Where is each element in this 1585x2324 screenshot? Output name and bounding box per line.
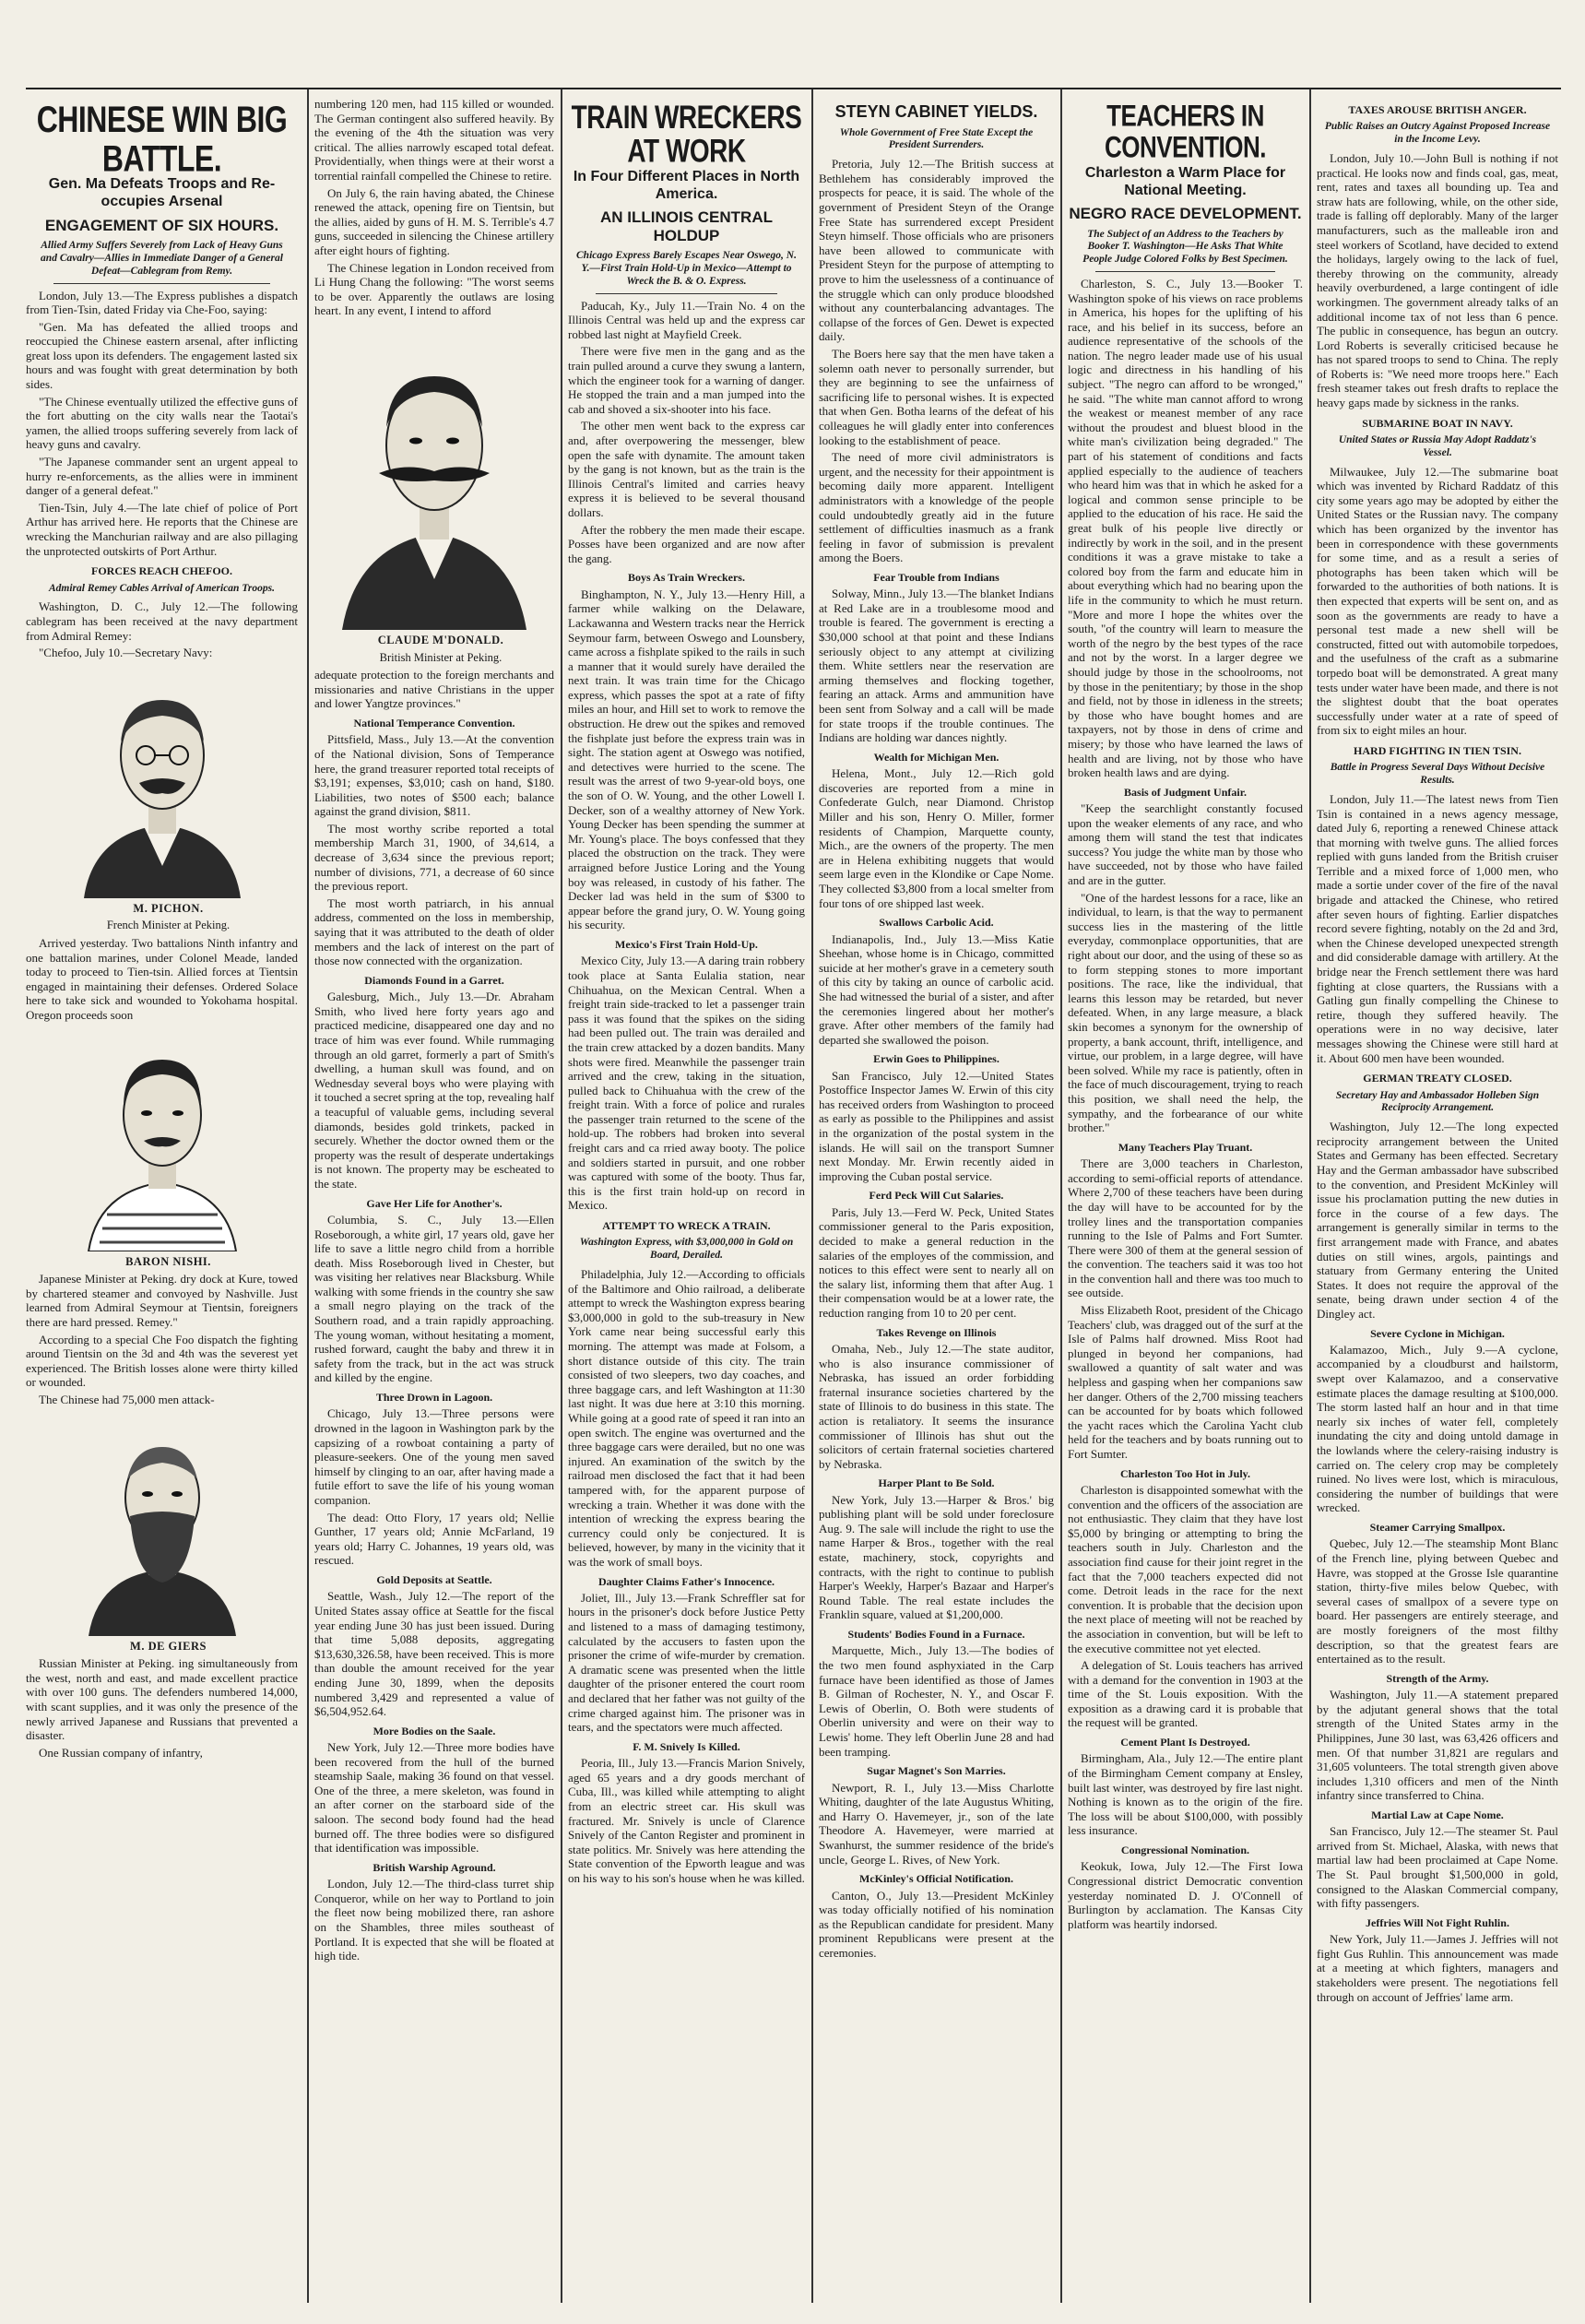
subhead: British Warship Aground. — [373, 1860, 496, 1874]
article-paragraph: "The Japanese commander sent an urgent appeal to hurry re-enforcements, as the allies were in imminent danger of a general defeat." — [26, 455, 298, 498]
subhead-hard-fighting: HARD FIGHTING IN TIEN TSIN. — [1354, 743, 1521, 757]
article-paragraph: London, July 13.—The Express publishes a dispatch from Tien-Tsin, dated Friday via Che-Foo, saying: — [26, 288, 298, 317]
column-2 — [314, 97, 554, 2301]
deck-four-places: In Four Different Places in North America. — [573, 168, 800, 202]
column-rule — [1309, 89, 1311, 2303]
article-paragraph: According to a special Che Foo dispatch the fighting around Tientsin on the 3d and 4th was the severest yet experienced. The British losses alone were thirty killed or wounded. — [26, 1332, 298, 1390]
subhead: F. M. Snively Is Killed. — [633, 1739, 740, 1753]
article-paragraph: The Chinese had 75,000 men attack- — [39, 1392, 215, 1406]
portrait-caption-title: British Minister at Peking. — [379, 650, 503, 664]
portrait-caption-name: CLAUDE M'DONALD. — [377, 633, 504, 646]
article-paragraph: Marquette, Mich., July 13.—The bodies of the two men found asphyxiated in the Carp furnace have been identified as those of James B. Gilman of Rochester, N. Y., and Oscar F. Lewis of Oberlin, O. Both were students of Oberlin university and were on their way to Lewis' home. They left Oberlin June 28 and had been tramping. — [819, 1643, 1054, 1759]
article-paragraph: Washington, July 11.—A statement prepared by the adjutant general shows that the total strength of the United States army in the Philippines, June 30 last, was 63,426 officers and men. Of that number 31,821 are regulars and 31,605 volunteers. The total strength given above includes 1,310 officers and men of the Ninth infantry since transferred to China. — [1317, 1688, 1558, 1803]
subdeck-allied-army: Allied Army Suffers Severely from Lack of Heavy Guns and Cavalry—Allies in Immediate Danger of a General Defeat—Cablegram from Remy. — [41, 240, 283, 277]
subhead: Fear Trouble from Indians — [873, 570, 999, 584]
column-5 — [1068, 97, 1303, 2301]
subhead: Strength of the Army. — [1386, 1671, 1489, 1685]
article-paragraph: Paducah, Ky., July 11.—Train No. 4 on the Illinois Central was held up and the express car robbed last night at Mayfield Creek. — [568, 298, 805, 341]
article-paragraph: Milwaukee, July 12.—The submarine boat which was invented by Richard Raddatz of this city some years ago may be adopted by either the United States or the Russian navy. The company which has been organized by the inventor has been in correspondence with these governments for some time, and as a result a series of photographs has been taken which will be forwarded to the authorities of both nations. It is then expected that experts will be sent on, and as soon as the governments are ready to have a personal test made a new shell will be constructed, fitted out with automobile torpedoes, and the usefulness of the craft as a submarine torpedo boat will be demonstrated. A great many tests under water have been made, and there is not the slightest doubt that the boat operates successfully under water at a rate of speed of from six to eight miles an hour. — [1317, 464, 1558, 738]
subhead: More Bodies on the Saale. — [373, 1724, 496, 1737]
article-paragraph: New York, July 12.—Three more bodies have been recovered from the hull of the burned steamship Saale, making 36 found on that vessel. One of the three, a mere skeleton, was found in an after corner on the starboard side of the saloon. The second body found had the head burned off. The three bodies were so disfigured that identification was impossible. — [314, 1740, 554, 1856]
article-paragraph: Charleston is disappointed somewhat with the convention and the officers of the association are not enthusiastic. They claim that they have lost $5,000 by bringing or attempting to bring the teachers south in July. Charleston and the association find cause for their joint regret in the fact that the 7,000 teachers expected did not come. Detroit leads in the race for the next convention. It is probable that the decision upon the next place of meeting will not be reached by the association in convention, but will be left to the executive committee not yet elected. — [1068, 1482, 1303, 1655]
article-paragraph: One Russian company of infantry, — [39, 1745, 203, 1760]
article-paragraph: London, July 10.—John Bull is nothing if not practical. He looks now and finds coal, gas, meat, rent, rates and taxes all bounding up. Tea and straw hats are following, while, on the other side, trade is falling off deplorably. Many of the larger manufacturers, such as the malleable iron and steel workers of Scotland, have decided to extend the holidays, largely owing to the lack of fuel, thereby throwing on the community, already heavily overburdened, a large contingent of idle workingmen. The government already talks of an additional income tax of not less than 6 pence. The public in consequence, has begun an outcry. Lord Roberts is severally criticised because he has not spared troops to send to China. The reply of Roberts is: "We need more troops here." Each fresh steamer takes out fresh drafts to replace the heavy gaps made by sickness in the ranks. — [1317, 150, 1558, 410]
subhead: Many Teachers Play Truant. — [1118, 1140, 1253, 1154]
subhead: Mexico's First Train Hold-Up. — [615, 937, 758, 951]
subhead: National Temperance Convention. — [353, 716, 515, 729]
article-paragraph: On July 6, the rain having abated, the Chinese renewed the attack, opening fire on Tientsin, but the allies, aided by guns of H. M. S. Terrible's 4.7 guns, succeeded in silencing the Chinese artillery after eight hours of fighting. — [314, 185, 554, 257]
subdeck-washington-express: Washington Express, with $3,000,000 in Gold on Board, Derailed. — [579, 1237, 794, 1262]
article-paragraph: Washington, D. C., July 12.—The following cablegram has been received at the navy department from Admiral Remey: — [26, 599, 298, 643]
article-paragraph: The need of more civil administrators is urgent, and the necessity for their appointment is becoming daily more apparent. Intelligent administrators with a knowledge of the people could undoubtedly greatly aid in the future settlement of difficulties inasmuch as a frank feeling in favor of submission is prevalent among the Boers. — [819, 450, 1054, 565]
article-paragraph: Solway, Minn., July 13.—The blanket Indians at Red Lake are in a troublesome mood and trouble is feared. The government is erecting a $30,000 school at that point and these Indians seriously object to any attempt at civilizing them. White settlers near the reservation are arming themselves and flocking together, fearing an attack. Arms and ammunition have been sent from Solway and a call will be made for state troops if the trouble continues. The Indians are holding war dances nightly. — [819, 587, 1054, 745]
subhead-attempt-to-wreck: ATTEMPT TO WRECK A TRAIN. — [602, 1219, 771, 1233]
article-paragraph: The other men went back to the express car and, after overpowering the messenger, blew open the safe with dynamite. The amount taken by the gang is not known, but as the train is the Illinois Central's limited and carries heavy express it is believed to be several thousand dollars. — [568, 419, 805, 519]
column-rule — [561, 89, 562, 2303]
subhead: Three Drown in Lagoon. — [375, 1391, 493, 1405]
article-paragraph: Canton, O., July 13.—President McKinley was today officially notified of his nomination as the Republican candidate for president. Many prominent Republicans were present at the ceremonies. — [819, 1888, 1054, 1960]
subhead: Cement Plant Is Destroyed. — [1120, 1736, 1250, 1749]
headline-chinese-win: CHINESE WIN BIG BATTLE. — [36, 98, 288, 179]
subdeck-raddatz: United States or Russia May Adopt Raddatz's Vessel. — [1338, 434, 1537, 458]
subdeck-booker-washington: The Subject of an Address to the Teachers by Booker T. Washington—He Asks That White People Judge Colored Folks by Best Specimen. — [1082, 228, 1288, 266]
article-paragraph: Binghampton, N. Y., July 13.—Henry Hill, a farmer while walking on the Delaware, Lackawanna and Western tracks near the Herrick Seymour farm, between Oswego and Lounsbery, came across a fishplate spiked to the rails in such a manner that it would surely have derailed the next train. It was train time for the Chicago express, which passes the spot at a rate of fifty miles an hour, and Hill set to work to remove the obstruction. He drew out the spikes and removed the fishplate just before the express train was in sight. The station agent at Oswego was notified, and detectives were hurried to the scene. The result was the arrest of two 9-year-old boys, one the son of O. W. Young, and the other Lowell I. Decker, son of a wealthy attorney of New York. Young Decker has been spending the summer at Mr. Young's place. The boys confessed that they placed the obstruction on the track. They were arraigned before Justice Loring and the Young boy was released, in custody of his father. The Decker lad was held in the sum of $300 to appear before the grand jury, O. W. Young going his security. — [568, 587, 805, 932]
subhead: Basis of Judgment Unfair. — [1124, 785, 1247, 799]
portrait-de-giers — [26, 1415, 298, 1636]
article-paragraph: The Chinese legation in London received from Li Hung Chang the following: "The worst seems to be over. Apparently the outlaws are losing heart. In any event, I intend to afford — [314, 260, 554, 318]
newspaper-page — [26, 88, 1561, 2307]
article-paragraph: There are 3,000 teachers in Charleston, according to semi-official reports of attendance. Where 2,700 of these teachers have been during the day will have to be accounted for by the trolley lines and the transportation companies running to the Isle of Palms and Fort Sumter. There were 300 of them at the general session of the convention. The teachers said it was too hot in the convention hall and there was too much to see outside. — [1068, 1156, 1303, 1300]
column-4 — [819, 97, 1054, 2301]
portrait-illustration — [333, 326, 536, 630]
article-paragraph: Chicago, July 13.—Three persons were drowned in the lagoon in Washington park by the capsizing of a rowboat containing a party of pleasure-seekers. One of the young men saved himself by clinging to an oar, after having made a futile effort to save the life of his young woman companion. — [314, 1406, 554, 1507]
subhead: Wealth for Michigan Men. — [873, 750, 999, 764]
article-paragraph: Paris, July 13.—Ferd W. Peck, United States commissioner general to the Paris exposition, decided to make a general reduction in the salaries of the employes of the commission, and notices to this effect were sent to nearly all on the salary list, informing them that after Aug. 1 their compensation would be at a lower rate, the reduction ranging from 10 to 20 per cent. — [819, 1204, 1054, 1320]
article-paragraph: After the robbery the men made their escape. Posses have been organized and are now after the gang. — [568, 522, 805, 565]
headline-train-wreckers: TRAIN WRECKERS AT WORK — [571, 99, 802, 170]
portrait-caption-name: M. PICHON. — [133, 901, 204, 915]
subdeck-free-state: Whole Government of Free State Except the President Surrenders. — [839, 126, 1034, 151]
article-paragraph: San Francisco, July 12.—United States Postoffice Inspector James W. Erwin of this city has received orders from Washington to proceed as early as possible to the Philippines and assist in the organization of the postal system in the islands. He will sail on the transport Sumner next Monday. Mr. Erwin recently aided in improving the Cuban postal service. — [819, 1068, 1054, 1183]
headline-steyn-cabinet: STEYN CABINET YIELDS. — [834, 102, 1038, 121]
article-paragraph: numbering 120 men, had 115 killed or wounded. The German contingent also suffered heavily. By the evening of the 4th the situation was very critical. The allies narrowly escaped total defeat. Providentially, when things were at their worst a torrential rainfall compelled the Chinese to retire. — [314, 97, 554, 183]
article-paragraph: Kalamazoo, Mich., July 9.—A cyclone, accompanied by a cloudburst and hailstorm, swept over Kalamazoo, and a conservative estimate places the damage resulting at $100,000. The storm lasted half an hour and in that time nearly six inches of water fell, completely inundating the city and doing untold damage in the lowlands where the celery-raising industry is carried on. The celery crop may be completely ruined. No lives were lost, which is miraculous, considering the number of buildings that were wrecked. — [1317, 1342, 1558, 1515]
article-paragraph: Indianapolis, Ind., July 13.—Miss Katie Sheehan, whose home is in Chicago, committed suicide at her mother's grave in a cemetery south of this city by taking an ounce of carbolic acid. She had witnessed the burial of a sister, and after the ceremonies lingered about her mother's grave. After other members of the family had departed she swallowed the poison. — [819, 931, 1054, 1047]
subhead: Jeffries Will Not Fight Ruhlin. — [1366, 1915, 1509, 1929]
article-paragraph: Pretoria, July 12.—The British success at Bethlehem has considerably improved the prospects for peace, it is said. The whole of the government of President Steyn of the Orange Free State has surrendered except President Steyn himself. Those officials who are prisoners have been allowed to communicate with President Steyn for the purpose of attempting to prove to him the uselessness of a continuance of the struggle which can only produce bloodshed without any counterbalancing advantages. The collapse of the forces of Gen. Dewet is expected daily. — [819, 157, 1054, 344]
article-paragraph: Peoria, Ill., July 13.—Francis Marion Snively, aged 65 years and a dry goods merchant of Cuba, Ill., was killed while attempting to alight from an electric street car. His skull was fractured. Mr. Snively is uncle of Clarence Snively of the Canton Register and prominent in state politics. Mr. Snively was here attending the State convention of the Epworth league and was on his way to his son's house when he was killed. — [568, 1756, 805, 1885]
article-paragraph: Quebec, July 12.—The steamship Mont Blanc of the French line, plying between Quebec and Havre, was stopped at the Grosse Isle quarantine station, thirty-five miles below Quebec, with several cases of smallpox of a severe type on board. Her passengers are entirely steerage, and are mostly foreigners of the most filthy description, so that the greatest fears are entertained as to the result. — [1317, 1536, 1558, 1666]
article-paragraph: New York, July 13.—Harper & Bros.' big publishing plant will be sold under foreclosure Aug. 9. The sale will include the right to use the name Harper & Bros., together with the real estate, machinery, stock, copyrights and contracts, with the right to continue to publish Harper's Weekly, Harper's Bazaar and Harper's Round Table. The real estate includes the Franklin square, valued at $1,200,000. — [819, 1492, 1054, 1622]
article-paragraph: "Keep the searchlight constantly focused upon the weaker elements of any race, and who among them will stand the test that indicates success? You judge the white man by those who have succeeded, not by those who have failed and are in the gutter. — [1068, 801, 1303, 888]
article-paragraph: The dead: Otto Flory, 17 years old; Nellie Gunther, 17 years old; Annie McFarland, 19 years old; Harry C. Johannes, 19 years old, was rescued. — [314, 1510, 554, 1568]
article-paragraph: Newport, R. I., July 13.—Miss Charlotte Whiting, daughter of the late Augustus Whiting, and Harry O. Havemeyer, jr., son of the late Theodore A. Havemeyer, were married at Swanhurst, the summer residence of the bride's uncle, George L. Rives, of New York. — [819, 1780, 1054, 1867]
subhead: Students' Bodies Found in a Furnace. — [847, 1628, 1025, 1642]
subhead: Charleston Too Hot in July. — [1119, 1466, 1251, 1480]
subhead: Diamonds Found in a Garret. — [364, 973, 504, 987]
subhead: Congressional Nomination. — [1120, 1844, 1250, 1857]
article-paragraph: New York, July 11.—James J. Jeffries will not fight Gus Ruhlin. This announcement was made at a meeting at which fighters, managers and stakeholders were present. The negotiations fell through on account of Jeffries' lame arm. — [1317, 1932, 1558, 2004]
portrait-pichon — [26, 668, 298, 898]
column-3 — [568, 97, 805, 2301]
subhead: Martial Law at Cape Nome. — [1371, 1808, 1504, 1821]
subhead: Erwin Goes to Philippines. — [873, 1052, 999, 1066]
subdeck-remey: Admiral Remey Cables Arrival of American Troops. — [48, 582, 275, 594]
portrait-illustration — [79, 1030, 245, 1251]
article-paragraph: Arrived yesterday. Two battalions Ninth infantry and one battalion marines, under Colonel Meade, landed today to proceed to Tien-tsin. Allied forces at Tientsin engaged in maintaining their defenses. Ordered Solace here to take sick and wounded to Yokohama hospital. Oregon proceeds soon — [26, 936, 298, 1022]
article-paragraph: The most worth patriarch, in his annual address, commented on the loss in membership, saying that it was attributed to the death of older members and the lack of interest on the part of those now connected with the organization. — [314, 895, 554, 968]
article-paragraph: "The Chinese eventually utilized the effective guns of the fort abutting on the city walls near the Taotai's yamen, the allied troops suffering severely from lack of heavy guns and cavalry. — [26, 394, 298, 452]
article-paragraph: Seattle, Wash., July 12.—The report of the United States assay office at Seattle for the fiscal year ending June 30 has just been issued. During that time 5,088 deposits, aggregating $13,630,326.58, have been received. This is more than double the amount received for the year ending June 30, 1899, when the deposits numbered 3,429 and represented a value of $6,504,952.64. — [314, 1589, 554, 1719]
article-paragraph: Philadelphia, July 12.—According to officials of the Baltimore and Ohio railroad, a deliberate attempt to wreck the Washington express bearing $3,000,000 in gold to the sub-treasury in New York came near being successful early this morning. The attempt was made at Folsom, a short distance outside of this city. The train consisted of two sleepers, two day coaches, and three baggage cars, and left Washington at 11:30 last night. It was due here at 3:10 this morning. While going at a good rate of speed it ran into an open switch. The engine was overturned and the three baggage cars were derailed, but no one was injured. An examination of the switch by the railroad men disclosed the fact that it had been tampered with, for the apparent purpose of wrecking a train. Whether it was done with the intention of wrecking the express bearing the currency could only be conjectured. It is believed, however, by many in the vicinity that it was the work of small boys. — [568, 1267, 805, 1569]
article-paragraph: There were five men in the gang and as the train pulled around a curve they swung a lantern, which the engineer took for a warning of danger. He stopped the train and a man jumped into the cab and shoved a six-shooter into his face. — [568, 344, 805, 416]
subhead: Sugar Magnet's Son Marries. — [867, 1764, 1006, 1778]
portrait-caption-name: BARON NISHI. — [125, 1254, 211, 1268]
article-paragraph: Russian Minister at Peking. ing simultaneously from the west, north and east, and made excellent practice with over 100 guns. The defenders numbered 14,000, with scant supplies, and it was only the presence of the newly arrived Japanese and Russians that prevented a disaster. — [26, 1656, 298, 1743]
divider — [53, 283, 270, 284]
article-paragraph: San Francisco, July 12.—The steamer St. Paul arrived from St. Michael, Alaska, with news that martial law had been proclaimed at Cape Nome. The St. Paul brought $1,500,000 in gold, consigned to the Alaskan Commercial company, with fifty passengers. — [1317, 1824, 1558, 1911]
article-paragraph: Columbia, S. C., July 13.—Ellen Roseborough, a white girl, 17 years old, gave her life to save a little negro child from a horrible death. Miss Roseborough lived in Chester, but was visiting her relatives near Blacksburg. While walking with some friends in the country she saw a small negro playing on the track of the Southern road, and a train rapidly approaching. The young woman, without hesitating a moment, rushed forward, caught the baby and threw it in safety from the track, but in the act was struck and killed by the engine. — [314, 1212, 554, 1385]
article-paragraph: Keokuk, Iowa, July 12.—The First Iowa Congressional district Democratic convention yesterday nominated D. J. O'Connell of Burlington by acclamation. The Kansas City platform was heartily indorsed. — [1068, 1859, 1303, 1931]
headline-taxes-british: TAXES AROUSE BRITISH ANGER. — [1348, 103, 1527, 116]
subhead: Boys As Train Wreckers. — [628, 571, 745, 585]
subhead: Swallows Carbolic Acid. — [879, 916, 994, 930]
article-paragraph: A delegation of St. Louis teachers has arrived with a demand for the convention in 1903 at the time of the St. Louis exposition. With the exposition as a drawing card it is probable that the request will be granted. — [1068, 1658, 1303, 1730]
article-paragraph: Joliet, Ill., July 13.—Frank Schreffler sat for hours in the prisoner's dock before Justice Petty and listened to a mass of damaging testimony, calculated by the accusers to fasten upon the prisoner the crime of wife-murder by cremation. A dramatic scene was presented when the little daughter of the prisoner entered the court room and declared that her father was not guilty of the crime charged against him. The prisoner was in tears, and the spectators were much affected. — [568, 1590, 805, 1735]
article-paragraph: The Boers here say that the men have taken a solemn oath never to personally surrender, but they are beginning to see the unfairness of sacrificing life to personal wishes. It is expected that when Gen. Botha learns of the defeat of his colleagues he will gladly enter into conferences looking to the establishment of peace. — [819, 347, 1054, 447]
subhead-submarine: SUBMARINE BOAT IN NAVY. — [1362, 416, 1513, 430]
column-rule — [307, 89, 309, 2303]
subhead: Harper Plant to Be Sold. — [878, 1476, 995, 1490]
subdeck-hay: Secretary Hay and Ambassador Holleben Sign Reciprocity Arrangement. — [1335, 1089, 1540, 1114]
article-paragraph: "Gen. Ma has defeated the allied troops and reoccupied the Chinese eastern arsenal, after inflicting great loss upon its defenders. The engagement lasted six hours and was fought with great determination by both sides. — [26, 319, 298, 392]
article-paragraph: "Chefoo, July 10.—Secretary Navy: — [39, 646, 213, 660]
deck-gen-ma: Gen. Ma Defeats Troops and Re-occupies Arsenal — [48, 176, 276, 210]
subhead: Gold Deposits at Seattle. — [376, 1572, 492, 1586]
article-paragraph: Japanese Minister at Peking. dry dock at Kure, towed by chartered steamer and convoyed by Nashville. Just learned from Admiral Seymour at Tientsin, foreigners there are hard pressed. Remey." — [26, 1272, 298, 1329]
subhead: Severe Cyclone in Michigan. — [1370, 1326, 1505, 1340]
subhead-german-treaty: GERMAN TREATY CLOSED. — [1363, 1072, 1512, 1085]
article-paragraph: Washington, July 12.—The long expected reciprocity arrangement between the United States and Germany has been effected. Secretary Hay and the German ambassador have subscribed to the convention, and President McKinley will issue his proclamation putting the new duties in force in the course of a few days. The arrangement is generally similar in terms to the first arrangement made with France, and abates duties on still wines, argols, paintings and statuary from Germany entering the United States. It does not require the approval of the senate, being drawn under section 4 of the Dingley act. — [1317, 1120, 1558, 1321]
portrait-caption-title: French Minister at Peking. — [106, 919, 231, 932]
article-paragraph: Tien-Tsin, July 4.—The late chief of police of Port Arthur has arrived here. He reports that the Chinese are wrecking the Manchurian railway and are also pillaging the unprotected outskirts of Port Arthur. — [26, 500, 298, 558]
article-paragraph: Mexico City, July 13.—A daring train robbery took place at Santa Eulalia station, near Chihuahua, on the Mexican Central. When a freight train side-tracked to let a passenger train pass it was found that the spikes on the siding had been pulled out. The train was derailed and the train crew attacked by a dozen bandits. Many shots were fired. Meanwhile the passenger train arrived and the crew, taking in the situation, pulled back to Chihuahua with the crew of the freight train. With a force of police and rurales the passenger train returned to the scene of the hold-up. The robbers had broken into several freight cars and ca rried away booty. The police and soldiers started in pursuit, and one robber was captured with some of the booty. Thus far, this is the first train hold-up on record in Mexico. — [568, 954, 805, 1213]
article-paragraph: "One of the hardest lessons for a race, like an individual, to learn, is that the way to permanent success lies in the mastering of the little everyday, commonplace opportunities, that are right about our door, and the using of these so as to form stepping stones to more important positions. The race, like the individual, that learns this lesson may be retarded, but never defeated. When, in any large measure, a black skin becomes a synonym for the ownership of property, a bank account, thrift, intelligence, and virtue, our problem, in a large degree, will have been solved. While my race is patiently, often in the face of much discouragement, trying to reach this position, we shall need the help, the sympathy, and the forbearance of our white brother." — [1068, 890, 1303, 1135]
subhead: Ferd Peck Will Cut Salaries. — [869, 1189, 1004, 1203]
portrait-mcdonald — [314, 326, 554, 630]
deck-charleston: Charleston a Warm Place for National Meeting. — [1084, 164, 1286, 198]
subhead: Takes Revenge on Illinois — [876, 1325, 997, 1339]
column-rule — [811, 89, 813, 2303]
divider — [1095, 271, 1275, 272]
article-paragraph: Omaha, Neb., July 12.—The state auditor, who is also insurance commissioner of Nebraska, has issued an order forbidding fraternal insurance societies chartered by the state of Illinois to do business in this state. The action is retaliatory. It seems the insurance commissioner of Illinois has shut out the solicitors of certain fraternal societies chartered by Nebraska. — [819, 1341, 1054, 1471]
article-paragraph: The most worthy scribe reported a total membership March 31, 1900, of 34,614, a decrease of 3,634 since the previous report; number of divisions, 771, a decrease of 60 since the previous report. — [314, 821, 554, 894]
divider — [596, 293, 777, 294]
portrait-illustration — [75, 668, 250, 898]
portrait-caption-name: M. DE GIERS — [130, 1639, 207, 1653]
article-paragraph: London, July 11.—The latest news from Tien Tsin is contained in a news agency message, dated July 6, reporting a renewed Chinese attack that morning with twelve guns. The allied forces replied with guns landed from the British cruiser Terrible and a mixed force of 1,000 men, who made a sortie under cover of the fire of the naval brigade and attacked the Chinese, who retired after seven hours of fighting. Earlier dispatches record severe fighting, notably on the 2d and 3rd, when the Chinese developed unexpected strength and did considerable damage with artillery. At the bridge near the French settlement there was hard fighting at close quarters, the Russians with a Gatling gun finally compelling the Chinese to retire, though they suffered heavily. The operations were in no way decisive, later messages showing the Chinese were still hard at it. About 600 men have been wounded. — [1317, 791, 1558, 1065]
column-6 — [1317, 97, 1558, 2301]
subdeck-outcry: Public Raises an Outcry Against Proposed Increase in the Income Levy. — [1324, 121, 1551, 146]
subhead: Daughter Claims Father's Innocence. — [597, 1574, 775, 1588]
article-paragraph: Birmingham, Ala., July 12.—The entire plant of the Birmingham Cement company at Ensley, built last winter, was destroyed by fire last night. Nothing is known as to the origin of the fire. The loss will be about $100,000, with possibly less insurance. — [1068, 1751, 1303, 1838]
subdeck-battle: Battle in Progress Several Days Without Decisive Results. — [1330, 762, 1545, 787]
article-paragraph: Pittsfield, Mass., July 13.—At the convention of the National division, Sons of Temperance here, the grand treasurer reported total receipts of $3,191; expenses, $3,010; cash on hand, $180. Liabilities, two notes of $500 each; balance against the grand division, $811. — [314, 732, 554, 819]
portrait-illustration — [79, 1415, 245, 1636]
column-1 — [26, 97, 298, 2301]
subhead: Gave Her Life for Another's. — [366, 1196, 503, 1210]
column-rule — [1060, 89, 1062, 2303]
article-paragraph: Miss Elizabeth Root, president of the Chicago Teachers' club, was dragged out of the surf at the Isle of Palms half drowned. Miss Root had plunged in beyond her companions, had swallowed a quantity of salt water and was helpless and gasping when her companions saw her danger. Others of the 2,700 missing teachers can be accounted for by boats which followed the yacht races which the Carolina Yacht club held for the teachers and by boats running out to Fort Sumter. — [1068, 1303, 1303, 1461]
article-paragraph: Charleston, S. C., July 13.—Booker T. Washington spoke of his views on race problems in America, his hopes for the uplifting of his race, and his belief in its success, before an audience representative of the schools of the nation. The negro leader made use of his usual logic and directness in his handling of his subject. "The negro can afford to be wronged," he said. "The white man cannot afford to wrong the weakest or meanest member of any race without the proudest and bluest blood in the white man's civilization being degraded." The part of his statement of conditions and facts applied especially to the audience of teachers who heard him was that in which he asked for a logical and common sense principle to be applied to the education of his race. He said the great bulk of his people live directly or indirectly by work in the soil, and in the present conditions it was a grave mistake to take a colored boy from the farm and educate him in about everything which had no bearing upon the life in the community to which he must return. "More and more I hope the whites over the south, "of the country will learn to measure the worth of the negro by the best types of the race and not by the worst. In a larger degree we should judge by those in the schoolrooms, not by those in the penitentiary; by those in the shop and field, not by those in idleness in the streets; by those who have bought homes and are taxpayers, not by those in dens of crime and misery; by those who have learned the laws of health and are living, not by those who have broken health laws and are dying. — [1068, 276, 1303, 780]
subhead-forces-reach-chefoo: FORCES REACH CHEFOO. — [90, 564, 232, 578]
deck-engagement: ENGAGEMENT OF SIX HOURS. — [44, 216, 279, 234]
article-paragraph: adequate protection to the foreign merchants and missionaries and native Christians in the upper and lower Yangtze provinces." — [314, 668, 554, 711]
article-paragraph: Helena, Mont., July 12.—Rich gold discoveries are reported from a mine in Confederate Gulch, near Diamond. Christop Miller and his son, Henry O. Miller, former residents of Champion, Marquette county, Mich., are the owners of the property. The men are in Helena exhibiting nuggets that would seem large even in the Klondike or Cape Nome. They collected $3,800 from a local smelter from four tons of ore shipped last week. — [819, 766, 1054, 910]
deck-negro-race: NEGRO RACE DEVELOPMENT. — [1069, 204, 1302, 222]
article-paragraph: Galesburg, Mich., July 13.—Dr. Abraham Smith, who lived here forty years ago and practiced medicine, disappeared one day and no trace of him was ever found. While rummaging through an old garret, formerly a part of Smith's dwelling, a human skull was found, and on Wednesday several boys who were playing with it touched a secret spring at the top, revealing half a teacupful of valuable gems, including several diamonds, besides gold trinkets, packed in securely. Whether the doctor owned them or the property was the result of desperate undertakings is not known. The property may be escheated to the state. — [314, 990, 554, 1191]
headline-teachers-convention: TEACHERS IN CONVENTION. — [1104, 98, 1267, 165]
deck-illinois-holdup: AN ILLINOIS CENTRAL HOLDUP — [600, 208, 773, 244]
portrait-nishi — [26, 1030, 298, 1251]
article-paragraph: London, July 12.—The third-class turret ship Conqueror, while on her way to Portland to join the fleet now being mobilized there, ran ashore on the Shambles, three miles southeast of Portland. It is expected that she will be floated at high tide. — [314, 1877, 554, 1963]
subdeck-chicago-express: Chicago Express Barely Escapes Near Oswego, N. Y.—First Train Hold-Up in Mexico—Attempt to Wreck the B. & O. Express. — [576, 250, 797, 287]
subhead: Steamer Carrying Smallpox. — [1369, 1521, 1506, 1535]
subhead: McKinley's Official Notification. — [859, 1872, 1013, 1886]
